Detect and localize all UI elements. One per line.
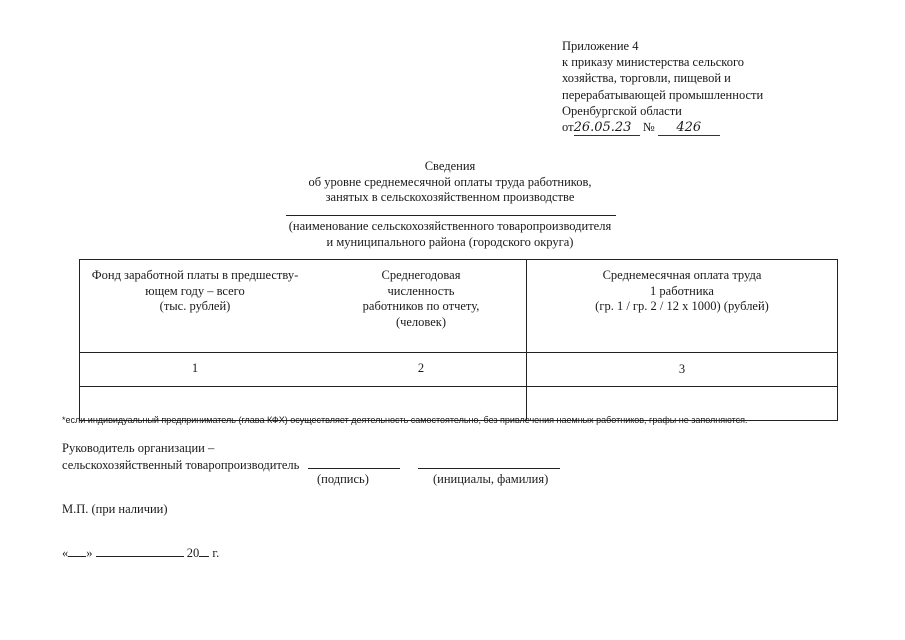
- stamp-label: М.П. (при наличии): [62, 502, 168, 516]
- date-line: [62, 544, 219, 561]
- day-blank[interactable]: [68, 544, 86, 557]
- footnote: *если индивидуальный предприниматель (глава КФХ) осуществляет деятельность самостоятельно, без привлечения наемных работников, графы не заполняются.: [62, 415, 748, 425]
- header-text: Среднегодовая: [381, 268, 461, 282]
- document-title: [250, 159, 650, 206]
- signature-caption: (подпись): [317, 472, 369, 486]
- date-open-quote: «: [62, 546, 69, 560]
- title-line-2: об уровне среднемесячной оплаты труда работников,: [308, 174, 592, 189]
- wages-table: [79, 259, 838, 421]
- appendix-line: перерабатывающей промышленности: [562, 87, 764, 102]
- header-text: ющем году – всего: [145, 283, 245, 298]
- year-suffix: г.: [212, 546, 220, 560]
- table-header-row: [80, 260, 838, 353]
- initials-caption: (инициалы, фамилия): [433, 472, 549, 486]
- year-prefix: 20: [186, 546, 200, 560]
- date-close-quote: »: [86, 546, 93, 560]
- header-headcount: [316, 268, 526, 330]
- header-text: Среднемесячная оплата труда: [602, 268, 762, 282]
- appendix-block: [562, 38, 763, 136]
- header-text: (гр. 1 / гр. 2 / 12 х 1000) (рублей): [595, 299, 769, 313]
- column-number: 1: [191, 361, 199, 375]
- column-number: 2: [417, 361, 425, 375]
- column-number: 3: [527, 353, 838, 387]
- appendix-line: Оренбургской области: [562, 103, 682, 118]
- year-blank[interactable]: [199, 544, 209, 557]
- order-date-handwritten: 26.05.23: [574, 121, 640, 136]
- signature-line-1: Руководитель организации –: [62, 441, 215, 455]
- header-wage-fund: [80, 268, 310, 315]
- title-line-3: занятых в сельскохозяйственном производстве: [325, 190, 575, 204]
- producer-name-blank: [286, 215, 616, 216]
- header-text: численность: [387, 283, 455, 298]
- caption-line-2: и муниципального района (городского округа): [326, 234, 574, 249]
- header-text: (человек): [395, 314, 447, 329]
- header-text: Фонд заработной платы в предшеству-: [91, 268, 299, 282]
- signature-blank[interactable]: [308, 456, 400, 469]
- column-numbers-1-2: [80, 353, 527, 387]
- order-number-handwritten: 426: [658, 121, 720, 136]
- title-line-1: Сведения: [424, 159, 476, 173]
- header-avg-salary: [527, 260, 838, 353]
- header-text: 1 работника: [650, 283, 714, 298]
- order-date-line: [562, 119, 763, 136]
- producer-name-caption: [250, 219, 650, 250]
- header-text: (тыс. рублей): [159, 299, 231, 313]
- month-blank[interactable]: [96, 544, 184, 557]
- column-number-row: [80, 353, 838, 387]
- caption-line-1: (наименование сельскохозяйственного товаропроизводителя: [288, 219, 612, 233]
- signature-role: сельскохозяйственный товаропроизводитель: [62, 458, 300, 472]
- number-prefix: №: [642, 120, 655, 135]
- signature-line-2: [62, 456, 560, 473]
- appendix-line: хозяйства, торговли, пищевой и: [562, 71, 731, 86]
- initials-blank[interactable]: [418, 456, 560, 469]
- appendix-line: к приказу министерства сельского: [562, 55, 745, 70]
- date-prefix: от: [562, 120, 574, 135]
- header-text: работников по отчету,: [362, 299, 480, 313]
- header-cells-1-2: [80, 260, 527, 353]
- appendix-line: Приложение 4: [562, 39, 639, 53]
